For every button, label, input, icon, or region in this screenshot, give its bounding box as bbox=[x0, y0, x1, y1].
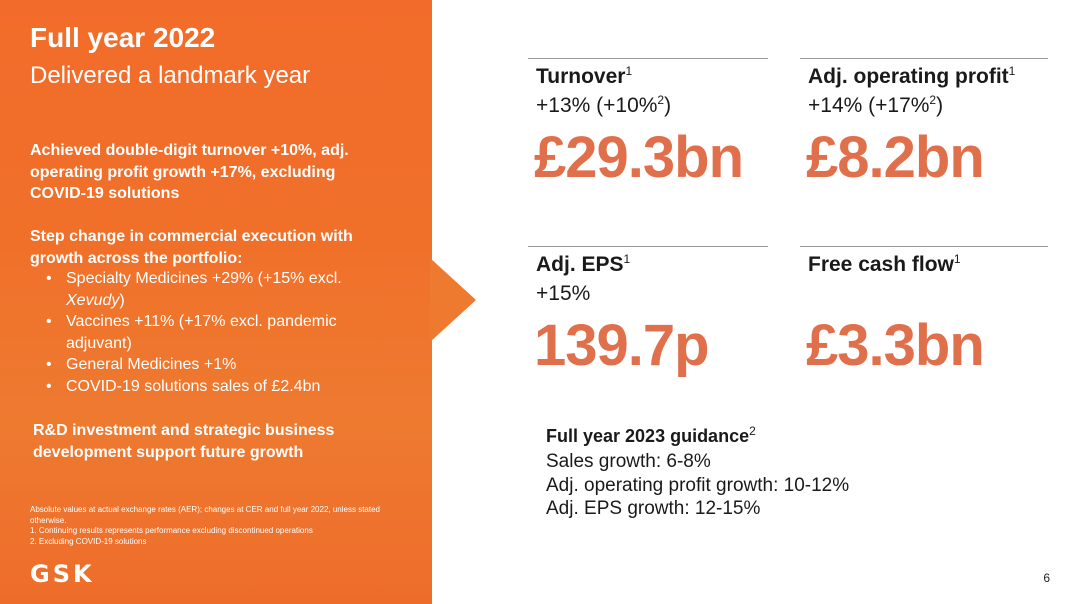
footnote-2: 2. Excluding COVID-19 solutions bbox=[30, 536, 147, 546]
metric-label: Adj. operating profit bbox=[808, 65, 1009, 88]
panel-arrow-shape bbox=[430, 258, 476, 342]
guidance-eps: Adj. EPS growth: 12-15% bbox=[546, 498, 761, 519]
slide-subtitle: Delivered a landmark year bbox=[30, 62, 311, 89]
metric-label: Turnover bbox=[536, 65, 626, 88]
footnotes bbox=[30, 505, 410, 547]
metric-adj-eps: Adj. $EPS^1$ +15% 139.7p bbox=[528, 246, 768, 379]
metric-label: Free cash flow bbox=[808, 253, 954, 276]
guidance-operating-profit: Adj. operating profit growth: 10-12% bbox=[546, 474, 850, 496]
metric-turnover: Turnover$^1$ +13% (+10%$^2$) £29.3bn bbox=[528, 58, 768, 191]
guidance-sales: Sales growth: 6-8% bbox=[546, 451, 711, 472]
bullet-general-medicines: • General Medicines +1% bbox=[44, 354, 404, 376]
guidance-title: Full year 2023 guidance bbox=[546, 426, 750, 446]
metric-change: +13% (+10% bbox=[536, 94, 658, 117]
metric-free-cash-flow: Free cash flow$^1$ £3.3bn bbox=[800, 246, 1048, 379]
metric-value: £3.3bn bbox=[806, 313, 984, 378]
metric-label: Adj. EPS bbox=[536, 253, 624, 276]
metric-value: £8.2bn bbox=[806, 125, 984, 190]
metric-adj-operating-profit: Adj. operating profit$^1$ +14% (+17%$^2$) £8.2bn bbox=[800, 58, 1048, 191]
summary-paragraph-turnover: Achieved double-digit turnover +10%, adj. operating profit growth +17%, excluding COVID-19 solutions bbox=[30, 142, 349, 202]
xevudy-text: Xevudy bbox=[66, 291, 120, 309]
footnote-1: 1. Continuing results represents performance excluding discontinued operations bbox=[30, 526, 313, 535]
portfolio-bullet-list bbox=[44, 268, 404, 397]
guidance-2023: Full year 2023 guidance$^2$ Sales growth: 6-8% Adj. operating profit growth: 10-12% Adj. EPS growth: 12-15% bbox=[546, 424, 850, 519]
bullet-covid-solutions: • COVID-19 solutions sales of £2.4bn bbox=[44, 376, 404, 398]
bullet-vaccines: • Vaccines +11% (+17% excl. pandemic adjuvant) bbox=[44, 311, 404, 354]
metric-change: +14% (+17% bbox=[808, 94, 930, 117]
footnote-aer: Absolute values at actual exchange rates (AER); changes at CER and full year 2022, unless stated otherwise. bbox=[30, 505, 380, 525]
metric-change: +15% bbox=[536, 282, 591, 305]
metric-value: 139.7p bbox=[534, 313, 709, 378]
bullet-specialty: • Specialty Medicines +29% (+15% excl. Xevudy) bbox=[44, 268, 404, 311]
page-number: 6 bbox=[1043, 571, 1050, 585]
gsk-logo: GSK bbox=[30, 560, 95, 588]
metric-value: £29.3bn bbox=[534, 125, 743, 190]
summary-paragraph-rnd: R&D investment and strategic business development support future growth bbox=[33, 422, 335, 461]
left-summary-panel bbox=[0, 0, 432, 604]
slide-title: Full year 2022 bbox=[30, 22, 216, 53]
summary-paragraph-commercial: Step change in commercial execution with growth across the portfolio: bbox=[30, 228, 353, 267]
